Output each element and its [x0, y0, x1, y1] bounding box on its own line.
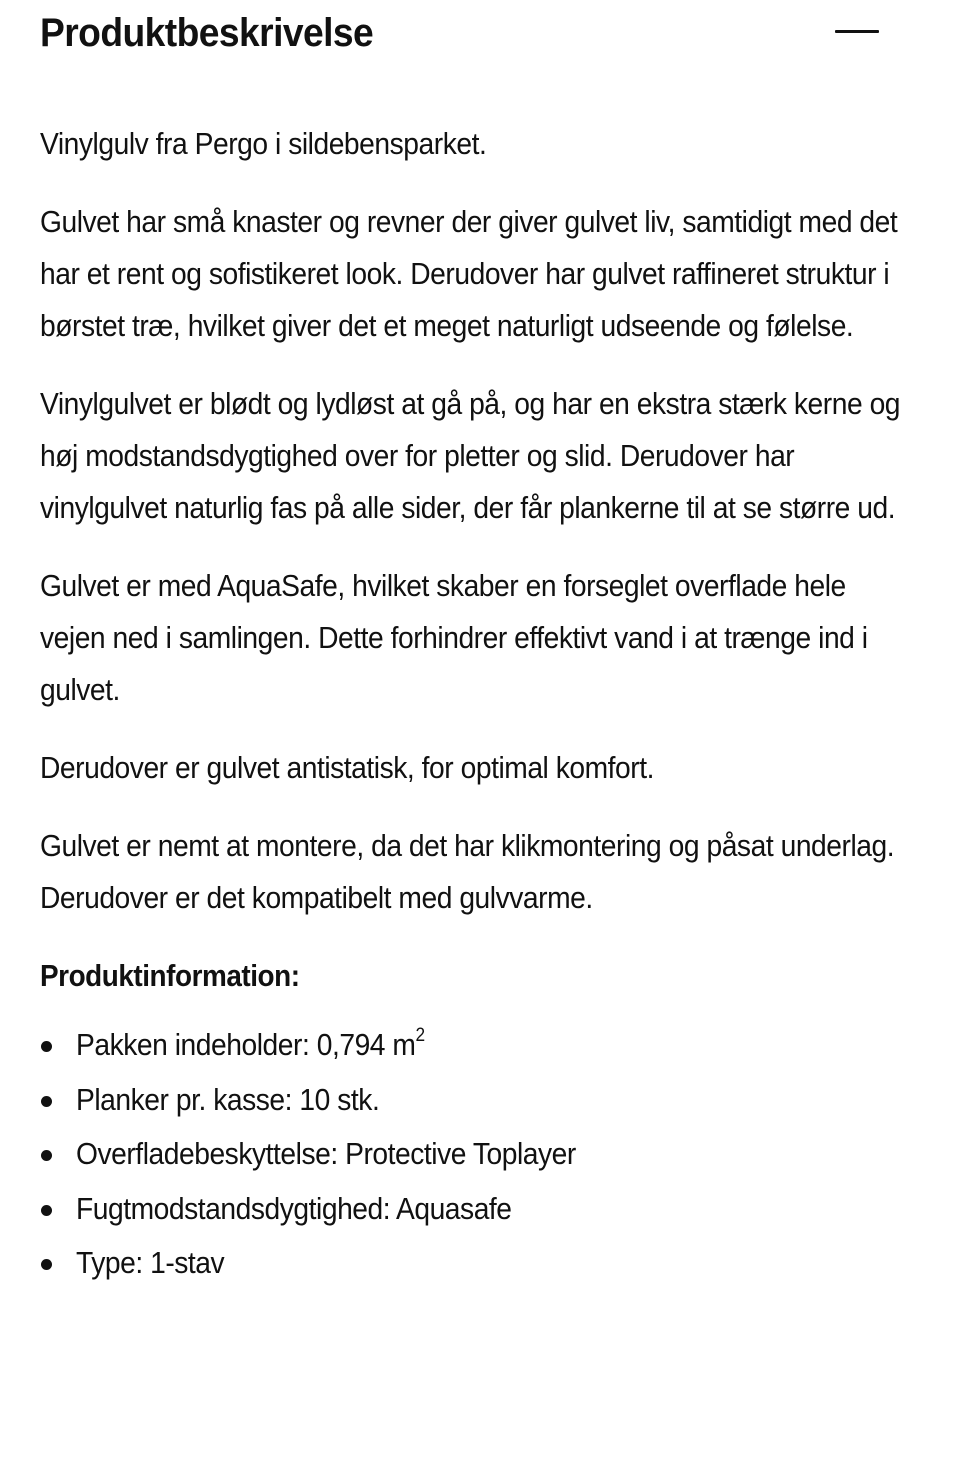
product-info-item-text: Fugtmodstandsdygtighed: Aquasafe [76, 1190, 512, 1226]
product-info-item-text: Pakken indeholder: 0,794 m [76, 1027, 416, 1062]
minus-icon [835, 30, 879, 33]
product-info-item [40, 1127, 920, 1182]
collapse-button[interactable] [834, 14, 880, 48]
product-info-item-text: Type: 1-stav [76, 1245, 225, 1280]
description-paragraph: Vinylgulvet er blødt og lydløst at gå på, og har en ekstra stærk kerne og høj modstandsdygtighed over for pletter og slid. Derudover har vinylgulvet naturlig fas på alle sider, der får plankerne til at se større ud. [40, 386, 901, 525]
bullet-icon [41, 1205, 52, 1216]
bullet-icon [41, 1259, 52, 1270]
product-info-item [40, 1182, 920, 1237]
superscript: 2 [415, 1025, 425, 1046]
product-info-heading: Produktinformation: [40, 958, 300, 993]
description-paragraph: Gulvet er med AquaSafe, hvilket skaber en forseglet overflade hele vejen ned i samlingen. Dette forhindrer effektivt vand i at trænge ind i gulvet. [40, 568, 868, 707]
bullet-icon [41, 1096, 52, 1107]
description-paragraph: Derudover er gulvet antistatisk, for optimal komfort. [40, 750, 655, 785]
section-title: Produktbeskrivelse [40, 11, 374, 55]
description-body [40, 66, 920, 1291]
bullet-icon [41, 1150, 52, 1161]
product-info-item-text: Planker pr. kasse: 10 stk. [76, 1081, 380, 1117]
product-info-item [40, 1073, 920, 1128]
description-paragraph: Gulvet er nemt at montere, da det har klikmontering og påsat underlag. Derudover er det kompatibelt med gulvvarme. [40, 828, 895, 915]
product-info-item [40, 1018, 920, 1073]
product-info-item-text: Overfladebeskyttelse: Protective Toplayer [76, 1136, 576, 1171]
product-info-item [40, 1236, 920, 1291]
section-header[interactable] [40, 0, 920, 66]
description-paragraph: Gulvet har små knaster og revner der giver gulvet liv, samtidigt med det har et rent og sofistikeret look. Derudover har gulvet raffineret struktur i børstet træ, hvilket giver det et meget naturligt udseende og følelse. [40, 204, 898, 343]
product-info-list [40, 1018, 920, 1291]
description-paragraph: Vinylgulv fra Pergo i sildebensparket. [40, 126, 487, 161]
bullet-icon [41, 1041, 52, 1052]
